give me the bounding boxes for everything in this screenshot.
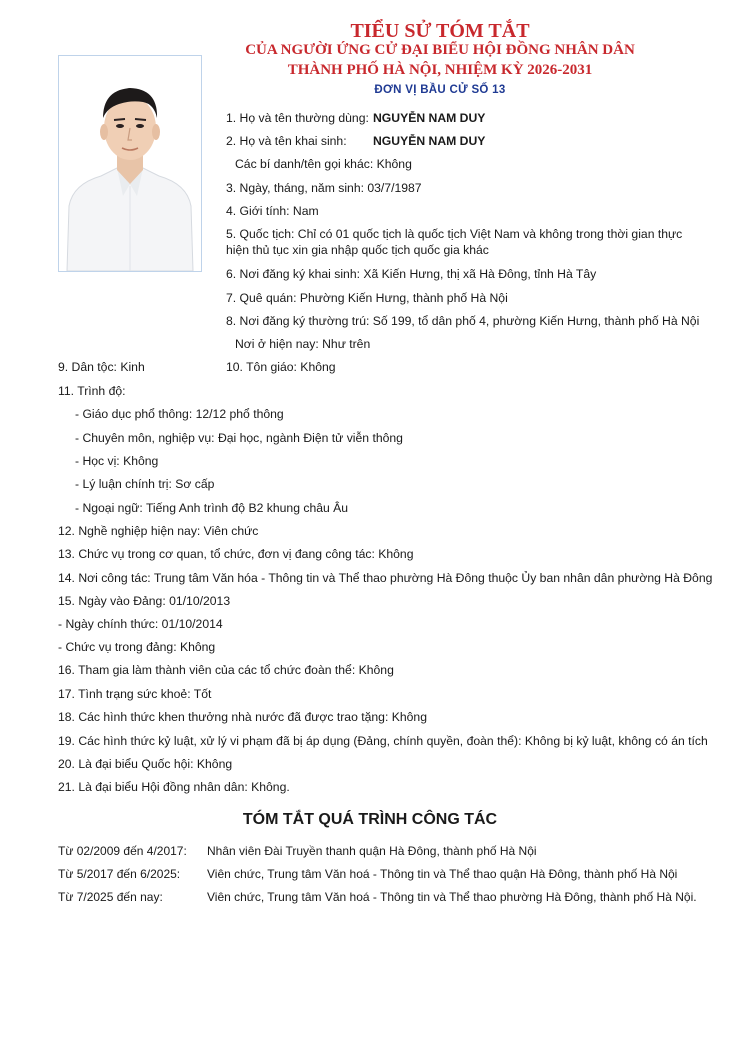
field-organizations: 16. Tham gia làm thành viên của các tổ chức đoàn thể: Không — [58, 663, 394, 677]
field-dob: 3. Ngày, tháng, năm sinh: 03/7/1987 — [226, 181, 422, 195]
work-description: Viên chức, Trung tâm Văn hoá - Thông tin và Thể thao phường Hà Đông, thành phố Hà Nội. — [207, 890, 697, 904]
field-position: 13. Chức vụ trong cơ quan, tổ chức, đơn vị đang công tác: Không — [58, 547, 414, 561]
work-period: Từ 7/2025 đến nay: — [58, 890, 163, 904]
field-name-common-label: 1. Họ và tên thường dùng: — [226, 111, 369, 125]
work-period: Từ 5/2017 đến 6/2025: — [58, 867, 181, 881]
field-party-role: - Chức vụ trong đảng: Không — [58, 640, 216, 654]
field-education-heading: 11. Trình độ: — [58, 384, 126, 398]
field-job: 12. Nghề nghiệp hiện nay: Viên chức — [58, 524, 259, 538]
work-description: Viên chức, Trung tâm Văn hoá - Thông tin và Thể thao quận Hà Đông, thành phố Hà Nội — [207, 867, 678, 881]
field-workplace: 14. Nơi công tác: Trung tâm Văn hóa - Thông tin và Thể thao phường Hà Đông thuộc Ủy ban nhân dân phường Hà Đông — [58, 571, 713, 585]
work-period: Từ 02/2009 đến 4/2017: — [58, 844, 187, 858]
electoral-unit: ĐƠN VỊ BẦU CỬ SỐ 13 — [374, 84, 506, 96]
field-council-delegate: 21. Là đại biểu Hội đồng nhân dân: Không. — [58, 780, 290, 794]
field-name-birth-value: NGUYỄN NAM DUY — [373, 134, 486, 148]
field-ethnicity: 9. Dân tộc: Kinh — [58, 360, 145, 374]
portrait-photo — [58, 55, 202, 272]
field-edu-general: - Giáo dục phổ thông: 12/12 phổ thông — [75, 407, 284, 421]
field-birth-registration: 6. Nơi đăng ký khai sinh: Xã Kiến Hưng, thị xã Hà Đông, tỉnh Hà Tây — [226, 267, 597, 281]
field-nationality: 5. Quốc tịch: Chỉ có 01 quốc tịch là quốc tịch Việt Nam và không trong thời gian thực hiện thủ tục xin gia nhập quốc tịch quốc gia khác — [226, 227, 683, 257]
portrait-icon — [59, 56, 201, 271]
field-awards: 18. Các hình thức khen thưởng nhà nước đã được trao tặng: Không — [58, 710, 427, 724]
field-edu-politics: - Lý luận chính trị: Sơ cấp — [75, 477, 215, 491]
field-name-birth-label: 2. Họ và tên khai sinh: — [226, 134, 347, 148]
field-party-official: - Ngày chính thức: 01/10/2014 — [58, 617, 223, 631]
document-subtitle-term: THÀNH PHỐ HÀ NỘI, NHIỆM KỲ 2026-2031 — [287, 62, 593, 78]
work-description: Nhân viên Đài Truyền thanh quận Hà Đông, thành phố Hà Nội — [207, 844, 537, 858]
field-aliases: Các bí danh/tên gọi khác: Không — [235, 157, 412, 171]
work-history-title: TÓM TẮT QUÁ TRÌNH CÔNG TÁC — [242, 811, 498, 828]
field-hometown: 7. Quê quán: Phường Kiến Hưng, thành phố Hà Nội — [226, 291, 508, 305]
document-title: TIỂU SỬ TÓM TẮT — [350, 20, 530, 42]
field-edu-degree: - Học vị: Không — [75, 454, 159, 468]
field-religion: 10. Tôn giáo: Không — [226, 360, 336, 374]
field-discipline: 19. Các hình thức kỷ luật, xử lý vi phạm đã bị áp dụng (Đảng, chính quyền, đoàn thể): Không bị kỷ luật, không có án tích — [58, 734, 708, 748]
field-name-common-value: NGUYỄN NAM DUY — [373, 111, 486, 125]
field-na-delegate: 20. Là đại biểu Quốc hội: Không — [58, 757, 233, 771]
field-party-join: 15. Ngày vào Đảng: 01/10/2013 — [58, 594, 231, 608]
field-permanent-residence: 8. Nơi đăng ký thường trú: Số 199, tổ dân phố 4, phường Kiến Hưng, thành phố Hà Nội — [226, 314, 700, 328]
field-edu-professional: - Chuyên môn, nghiệp vụ: Đại học, ngành Điện tử viễn thông — [75, 431, 403, 445]
field-health: 17. Tình trạng sức khoẻ: Tốt — [58, 687, 212, 701]
document-subtitle: CỦA NGƯỜI ỨNG CỬ ĐẠI BIỂU HỘI ĐỒNG NHÂN DÂN — [245, 42, 635, 58]
field-gender: 4. Giới tính: Nam — [226, 204, 319, 218]
field-edu-language: - Ngoại ngữ: Tiếng Anh trình độ B2 khung châu Âu — [75, 501, 349, 515]
field-current-residence: Nơi ở hiện nay: Như trên — [235, 337, 371, 351]
